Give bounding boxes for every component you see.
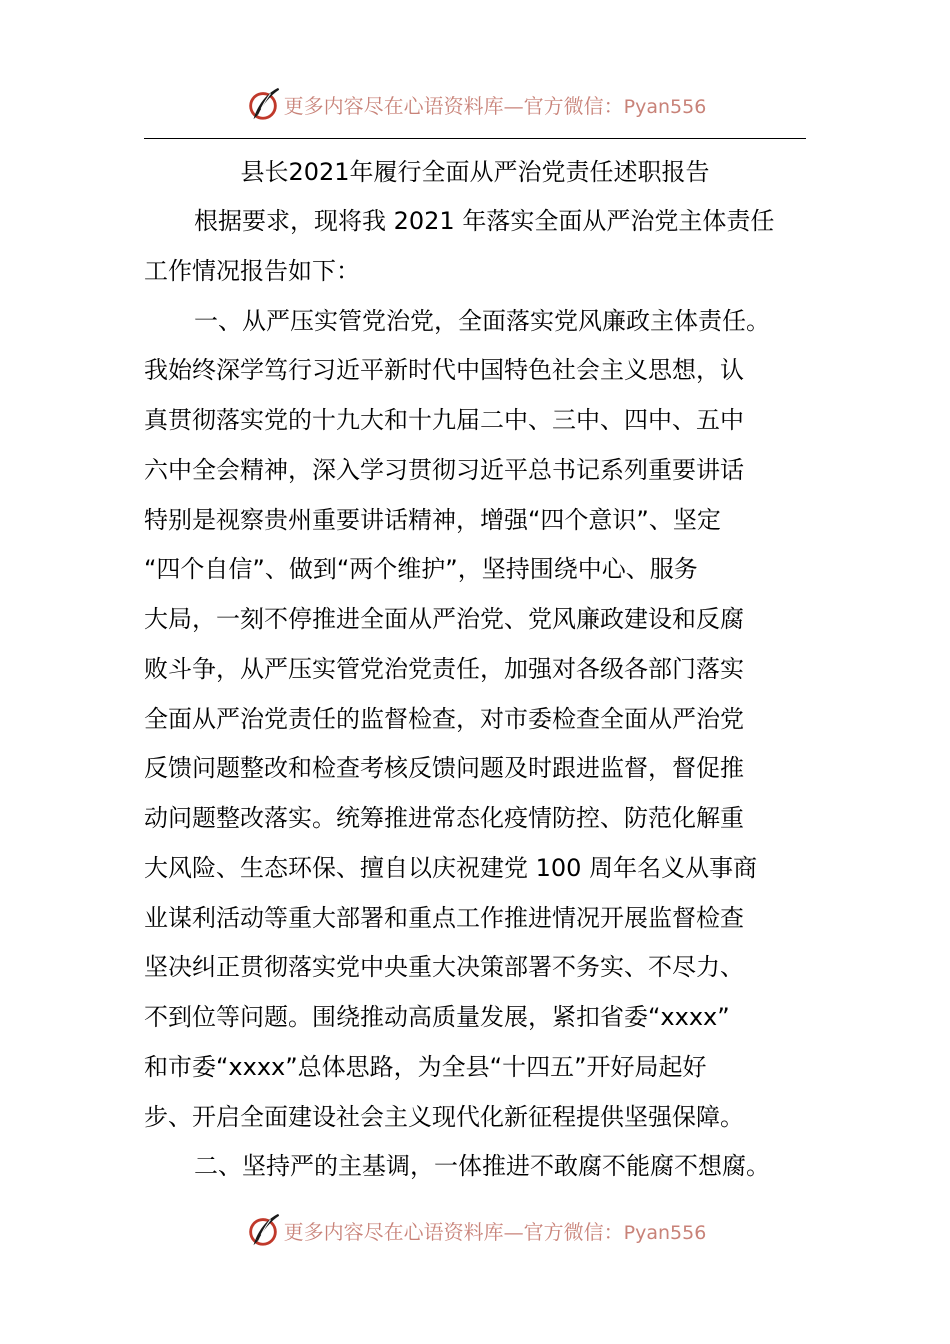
document-title: 县长2021年履行全面从严治党责任述职报告 bbox=[240, 158, 710, 186]
header-watermark bbox=[0, 84, 950, 124]
document-body bbox=[144, 197, 806, 1192]
body-line: 坚决纠正贯彻落实党中央重大决策部署不务实、不尽力、 bbox=[144, 953, 744, 982]
body-line: 反馈问题整改和检查考核反馈问题及时跟进监督，督促推 bbox=[144, 754, 744, 783]
body-line: 和市委“xxxx”总体思路，为全县“十四五”开好局起好 bbox=[144, 1052, 707, 1081]
body-line: 我始终深学笃行习近平新时代中国特色社会主义思想，认 bbox=[144, 356, 744, 385]
body-line: 真贯彻落实党的十九大和十九届二中、三中、四中、五中 bbox=[144, 406, 744, 434]
watermark-wechat-id: Pyan556 bbox=[623, 1221, 707, 1244]
section-heading-2: 二、坚持严的主基调，一体推进不敢腐不能腐不想腐。 bbox=[194, 1152, 770, 1181]
body-line: 特别是视察贵州重要讲话精神，增强“四个意识”、坚定 bbox=[144, 505, 721, 534]
watermark-text bbox=[284, 1216, 707, 1245]
footer-watermark bbox=[0, 1210, 950, 1250]
body-line: 业谋利活动等重大部署和重点工作推进情况开展监督检查 bbox=[144, 903, 744, 932]
watermark-wechat-id: Pyan556 bbox=[623, 95, 707, 118]
body-line: 动问题整改落实。统筹推进常态化疫情防控、防范化解重 bbox=[144, 804, 744, 832]
watermark-label: 更多内容尽在心语资料库—官方微信： bbox=[283, 93, 624, 118]
body-line: 不到位等问题。围绕推动高质量发展，紧扣省委“xxxx” bbox=[144, 1003, 730, 1031]
header-divider bbox=[144, 138, 806, 139]
body-line: 根据要求，现将我 2021 年落实全面从严治党主体责任 bbox=[194, 207, 775, 235]
body-line: 全面从严治党责任的监督检查，对市委检查全面从严治党 bbox=[144, 704, 744, 733]
body-line: 大风险、生态环保、擅自以庆祝建党 100 周年名义从事商 bbox=[144, 853, 758, 882]
quill-logo-icon bbox=[244, 1211, 282, 1249]
section-heading-1: 一、从严压实管党治党，全面落实党风廉政主体责任。 bbox=[194, 306, 770, 335]
watermark-text bbox=[284, 90, 707, 119]
quill-logo-icon bbox=[244, 85, 282, 123]
body-line: “四个自信”、做到“两个维护”，坚持围绕中心、服务 bbox=[144, 555, 698, 584]
watermark-label: 更多内容尽在心语资料库—官方微信： bbox=[283, 1219, 624, 1244]
body-line: 工作情况报告如下： bbox=[144, 256, 360, 285]
body-line: 六中全会精神，深入学习贯彻习近平总书记系列重要讲话 bbox=[144, 455, 744, 484]
body-line: 步、开启全面建设社会主义现代化新征程提供坚强保障。 bbox=[144, 1102, 744, 1131]
body-line: 大局，一刻不停推进全面从严治党、党风廉政建设和反腐 bbox=[144, 605, 744, 633]
body-line: 败斗争，从严压实管党治党责任，加强对各级各部门落实 bbox=[144, 654, 744, 683]
